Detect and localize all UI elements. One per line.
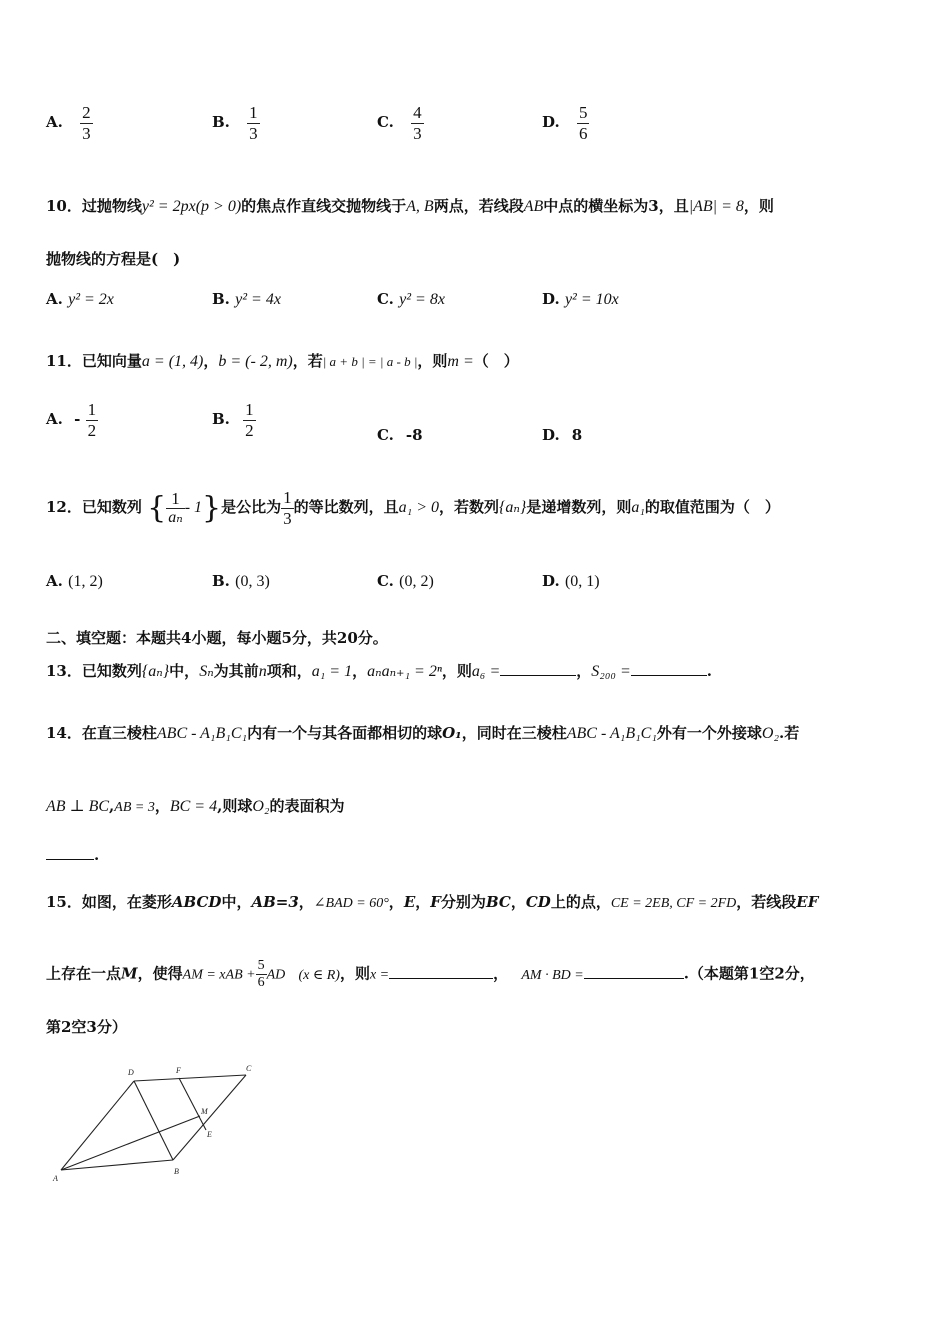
q10-option-b: B. y² = 4x [212,290,281,308]
q9-option-d: D. $\frac{5}{6}$ [542,103,588,143]
diagonal-bd [134,1081,173,1160]
label-m: M [201,1107,208,1116]
q11-option-c: C. -8 [377,426,423,444]
q13-stem: 13．已知数列{aₙ}中，Sₙ为其前n项和，a₁ = 1，aₙaₙ₊₁ = 2ⁿ，则a₆ = ，S₂₀₀ = . [46,662,712,680]
q15-stem: 15．如图，在菱形ABCD中，AB=3，∠BAD = 60°，E，F分别为BC，CD上的点，CE = 2EB, CF = 2FD，若线段EF [46,893,819,911]
q15-answer-blank-2[interactable] [584,978,684,979]
label-f: F [176,1066,181,1075]
q10-stem: 10．过抛物线y² = 2px(p > 0)的焦点作直线交抛物线于A, B两点，若线段AB中点的横坐标为3，且|AB| = 8，则 [46,197,774,215]
label-b: B [174,1167,179,1176]
q14-answer-line: . [46,846,99,864]
section-2-heading: 二、填空题：本题共4小题，每小题5分，共20分。 [46,629,388,647]
q11-stem: 11．已知向量a = (1, 4)，b = (- 2, m)，若| a + b | = | a - b |，则m =（ ） [46,352,519,370]
edge-ab [61,1160,173,1170]
q12-sequence-brace: { [147,490,167,526]
q15-stem-line3: 第2空3分） [46,1018,127,1036]
q12-option-a: A. (1, 2) [46,572,103,590]
rhombus-figure [45,1060,265,1185]
label-d: D [128,1068,134,1077]
q9-option-c-fraction: $\frac{4}{3}$ [413,103,422,143]
q12-stem: 12．已知数列 { $\frac{1}{\text{aₙ}}$ - 1}是公比为 $\frac{1}{3}$ 的等比数列，且a₁ > 0，若数列{aₙ}是递增数列，则a₁的取值范围为（ ） [46,488,780,528]
q15-stem-line2: 上存在一点M，使得AM = xAB + $\frac{5}{6}$ AD (x ∈ R)，则x = ， AM · BD = .（本题第1空2分， [46,958,815,991]
q9-option-a-fraction: $\frac{2}{3}$ [82,103,91,143]
q10-stem-line2: 抛物线的方程是( ) [46,250,181,268]
q13-answer-blank-2[interactable] [631,675,707,676]
q11-option-d: D. 8 [542,426,583,444]
q11-option-b: B. $\frac{1}{2}$ [212,400,254,440]
q9-option-c: C. $\frac{4}{3}$ [377,103,422,143]
segment-am [61,1116,200,1170]
q12-option-c: C. (0, 2) [377,572,434,590]
edge-da [61,1081,134,1170]
q12-option-b: B. (0, 3) [212,572,270,590]
q9-option-a: A. $\frac{2}{3}$ [46,103,91,143]
q10-option-d: D. y² = 10x [542,290,619,308]
edge-cd [134,1075,246,1081]
q9-option-d-fraction: $\frac{5}{6}$ [578,103,588,143]
q12-option-d: D. (0, 1) [542,572,600,590]
q10-option-a: A. y² = 2x [46,290,114,308]
q11-option-a: A. - $\frac{1}{2}$ [46,400,97,440]
q14-stem: 14．在直三棱柱ABC - A₁B₁C₁内有一个与其各面都相切的球O₁，同时在三棱柱ABC - A₁B₁C₁外有一个外接球O₂.若 [46,724,800,742]
q9-option-b-fraction: $\frac{1}{3}$ [249,103,258,143]
q14-answer-blank[interactable] [46,859,94,860]
q13-answer-blank-1[interactable] [500,675,576,676]
q9-option-b: B. $\frac{1}{3}$ [212,103,258,143]
q15-answer-blank-1[interactable] [389,978,493,979]
q10-option-c: C. y² = 8x [377,290,445,308]
label-e: E [207,1130,212,1139]
label-c: C [246,1064,252,1073]
q14-stem-line2: AB ⊥ BC,AB = 3，BC = 4,则球O₂的表面积为 [46,797,345,815]
label-a: A [53,1174,58,1183]
